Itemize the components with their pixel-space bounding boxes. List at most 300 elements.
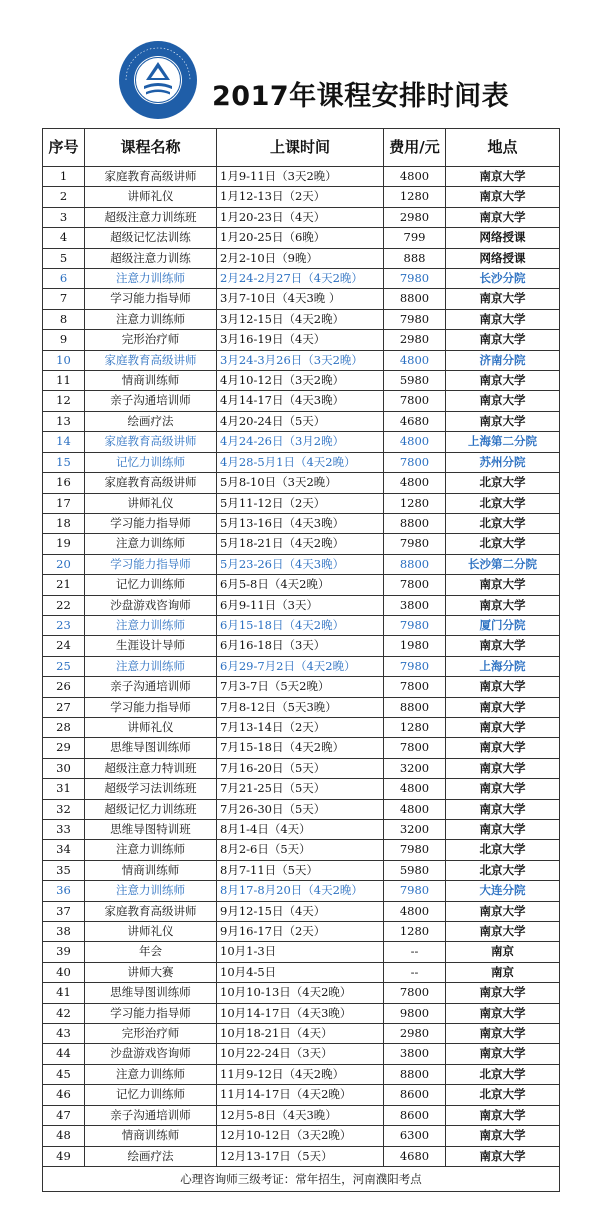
course-name: 注意力训练师 [85, 840, 217, 860]
row-number: 20 [43, 554, 85, 574]
row-number: 28 [43, 717, 85, 737]
row-number: 47 [43, 1105, 85, 1125]
row-number: 27 [43, 697, 85, 717]
course-name: 记忆力训练师 [85, 1085, 217, 1105]
table-row [43, 983, 560, 1003]
course-fee: 888 [384, 248, 446, 268]
table-row [43, 167, 560, 187]
course-time: 3月16-19日（4天） [217, 330, 384, 350]
row-number: 42 [43, 1003, 85, 1023]
course-location: 北京大学 [446, 840, 560, 860]
row-number: 4 [43, 228, 85, 248]
course-fee: 5980 [384, 860, 446, 880]
course-fee: 1280 [384, 922, 446, 942]
course-name: 亲子沟通培训师 [85, 677, 217, 697]
table-row [43, 656, 560, 676]
table-row [43, 697, 560, 717]
column-header-place: 地点 [446, 129, 560, 167]
row-number: 25 [43, 656, 85, 676]
course-name: 讲师礼仪 [85, 922, 217, 942]
course-location: 上海第二分院 [446, 432, 560, 452]
table-row [43, 289, 560, 309]
row-number: 41 [43, 983, 85, 1003]
table-row [43, 677, 560, 697]
course-location: 南京大学 [446, 758, 560, 778]
course-location: 南京大学 [446, 779, 560, 799]
course-time: 2月2-10日（9晚） [217, 248, 384, 268]
course-location: 南京大学 [446, 1126, 560, 1146]
row-number: 49 [43, 1146, 85, 1166]
page-header [0, 0, 600, 128]
course-time: 1月9-11日（3天2晚） [217, 167, 384, 187]
course-name: 情商训练师 [85, 860, 217, 880]
row-number: 8 [43, 309, 85, 329]
course-time: 10月10-13日（4天2晚） [217, 983, 384, 1003]
row-number: 35 [43, 860, 85, 880]
course-name: 完形治疗师 [85, 1024, 217, 1044]
course-name: 家庭教育高级讲师 [85, 901, 217, 921]
course-location: 上海分院 [446, 656, 560, 676]
course-name: 思维导图训练师 [85, 983, 217, 1003]
course-fee: 8800 [384, 1064, 446, 1084]
course-time: 10月22-24日（3天） [217, 1044, 384, 1064]
course-fee: 8800 [384, 697, 446, 717]
course-fee: 5980 [384, 371, 446, 391]
row-number: 18 [43, 513, 85, 533]
course-location: 南京 [446, 962, 560, 982]
course-name: 超级记忆法训练 [85, 228, 217, 248]
course-time: 8月7-11日（5天） [217, 860, 384, 880]
course-name: 生涯设计导师 [85, 636, 217, 656]
course-time: 3月7-10日（4天3晚 ） [217, 289, 384, 309]
course-name: 家庭教育高级讲师 [85, 473, 217, 493]
course-fee: 8800 [384, 289, 446, 309]
table-row [43, 452, 560, 472]
column-header-time: 上课时间 [217, 129, 384, 167]
course-fee: 7980 [384, 269, 446, 289]
course-time: 12月5-8日（4天3晚） [217, 1105, 384, 1125]
course-location: 北京大学 [446, 473, 560, 493]
table-row [43, 942, 560, 962]
course-name: 沙盘游戏咨询师 [85, 1044, 217, 1064]
course-time: 6月29-7月2日（4天2晚） [217, 656, 384, 676]
course-time: 5月8-10日（3天2晚） [217, 473, 384, 493]
course-name: 超级学习法训练班 [85, 779, 217, 799]
course-time: 6月5-8日（4天2晚） [217, 575, 384, 595]
course-time: 9月12-15日（4天） [217, 901, 384, 921]
course-fee: 4800 [384, 432, 446, 452]
course-time: 5月11-12日（2天） [217, 493, 384, 513]
course-fee: 7800 [384, 738, 446, 758]
institute-logo [118, 40, 198, 120]
row-number: 19 [43, 534, 85, 554]
table-row [43, 228, 560, 248]
course-location: 南京 [446, 942, 560, 962]
course-name: 思维导图训练师 [85, 738, 217, 758]
course-name: 思维导图特训班 [85, 820, 217, 840]
course-location: 南京大学 [446, 187, 560, 207]
course-time: 10月14-17日（4天3晚） [217, 1003, 384, 1023]
course-fee: 7980 [384, 309, 446, 329]
course-fee: 1280 [384, 493, 446, 513]
table-row [43, 493, 560, 513]
course-fee: -- [384, 962, 446, 982]
course-name: 注意力训练师 [85, 615, 217, 635]
course-time: 1月12-13日（2天） [217, 187, 384, 207]
course-location: 南京大学 [446, 1024, 560, 1044]
course-fee: 8800 [384, 513, 446, 533]
course-time: 7月26-30日（5天） [217, 799, 384, 819]
course-fee: 4800 [384, 167, 446, 187]
table-row [43, 411, 560, 431]
course-name: 超级记忆力训练班 [85, 799, 217, 819]
row-number: 37 [43, 901, 85, 921]
course-fee: 3200 [384, 820, 446, 840]
course-location: 南京大学 [446, 799, 560, 819]
course-location: 南京大学 [446, 1044, 560, 1064]
row-number: 33 [43, 820, 85, 840]
table-row [43, 1126, 560, 1146]
row-number: 15 [43, 452, 85, 472]
course-time: 12月13-17日（5天） [217, 1146, 384, 1166]
course-time: 2月24-2月27日（4天2晚） [217, 269, 384, 289]
course-fee: 2980 [384, 1024, 446, 1044]
course-name: 注意力训练师 [85, 656, 217, 676]
table-header-row [43, 129, 560, 167]
course-time: 8月2-6日（5天） [217, 840, 384, 860]
course-time: 4月14-17日（4天3晚） [217, 391, 384, 411]
table-row [43, 350, 560, 370]
course-name: 注意力训练师 [85, 1064, 217, 1084]
table-row [43, 391, 560, 411]
course-time: 4月20-24日（5天） [217, 411, 384, 431]
course-location: 南京大学 [446, 309, 560, 329]
course-name: 讲师大赛 [85, 962, 217, 982]
course-fee: 2980 [384, 207, 446, 227]
course-name: 讲师礼仪 [85, 717, 217, 737]
row-number: 45 [43, 1064, 85, 1084]
course-fee: 7800 [384, 391, 446, 411]
course-name: 学习能力指导师 [85, 554, 217, 574]
course-location: 南京大学 [446, 636, 560, 656]
course-time: 9月16-17日（2天） [217, 922, 384, 942]
table-row [43, 309, 560, 329]
course-location: 南京大学 [446, 717, 560, 737]
course-time: 10月4-5日 [217, 962, 384, 982]
course-name: 绘画疗法 [85, 411, 217, 431]
course-name: 沙盘游戏咨询师 [85, 595, 217, 615]
row-number: 13 [43, 411, 85, 431]
course-fee: 7800 [384, 452, 446, 472]
row-number: 29 [43, 738, 85, 758]
course-location: 南京大学 [446, 289, 560, 309]
course-location: 网络授课 [446, 228, 560, 248]
table-row [43, 1105, 560, 1125]
course-location: 南京大学 [446, 1003, 560, 1023]
course-location: 厦门分院 [446, 615, 560, 635]
course-schedule-table [42, 128, 560, 1192]
course-name: 讲师礼仪 [85, 493, 217, 513]
course-location: 南京大学 [446, 922, 560, 942]
table-row [43, 881, 560, 901]
course-name: 完形治疗师 [85, 330, 217, 350]
table-row [43, 269, 560, 289]
table-row [43, 513, 560, 533]
table-row [43, 615, 560, 635]
course-fee: 3200 [384, 758, 446, 778]
course-time: 3月12-15日（4天2晚） [217, 309, 384, 329]
course-location: 南京大学 [446, 575, 560, 595]
course-location: 南京大学 [446, 1146, 560, 1166]
course-time: 8月1-4日（4天） [217, 820, 384, 840]
table-row [43, 901, 560, 921]
table-row [43, 595, 560, 615]
course-name: 家庭教育高级讲师 [85, 432, 217, 452]
row-number: 6 [43, 269, 85, 289]
course-time: 3月24-3月26日（3天2晚） [217, 350, 384, 370]
course-fee: 7980 [384, 615, 446, 635]
row-number: 14 [43, 432, 85, 452]
course-location: 南京大学 [446, 901, 560, 921]
table-row [43, 1003, 560, 1023]
row-number: 43 [43, 1024, 85, 1044]
course-location: 南京大学 [446, 167, 560, 187]
course-name: 超级注意力训练班 [85, 207, 217, 227]
course-location: 北京大学 [446, 493, 560, 513]
table-row [43, 248, 560, 268]
course-name: 情商训练师 [85, 371, 217, 391]
row-number: 2 [43, 187, 85, 207]
table-row [43, 207, 560, 227]
table-row [43, 922, 560, 942]
course-name: 超级注意力特训班 [85, 758, 217, 778]
row-number: 38 [43, 922, 85, 942]
row-number: 22 [43, 595, 85, 615]
course-location: 南京大学 [446, 820, 560, 840]
course-name: 情商训练师 [85, 1126, 217, 1146]
table-row [43, 738, 560, 758]
table-row [43, 779, 560, 799]
row-number: 3 [43, 207, 85, 227]
course-time: 1月20-23日（4天） [217, 207, 384, 227]
course-fee: 7800 [384, 983, 446, 1003]
table-row [43, 1146, 560, 1166]
course-fee: 4800 [384, 901, 446, 921]
footer-row [43, 1166, 560, 1191]
course-name: 家庭教育高级讲师 [85, 350, 217, 370]
course-location: 南京大学 [446, 697, 560, 717]
course-fee: 7800 [384, 677, 446, 697]
course-fee: 4680 [384, 1146, 446, 1166]
table-row [43, 330, 560, 350]
course-name: 注意力训练师 [85, 269, 217, 289]
row-number: 9 [43, 330, 85, 350]
row-number: 24 [43, 636, 85, 656]
table-row [43, 1024, 560, 1044]
course-time: 6月15-18日（4天2晚） [217, 615, 384, 635]
course-time: 5月23-26日（4天3晚） [217, 554, 384, 574]
table-row [43, 534, 560, 554]
row-number: 17 [43, 493, 85, 513]
course-name: 学习能力指导师 [85, 697, 217, 717]
course-time: 1月20-25日（6晚） [217, 228, 384, 248]
course-fee: 3800 [384, 595, 446, 615]
course-name: 学习能力指导师 [85, 513, 217, 533]
column-header-number: 序号 [43, 129, 85, 167]
course-fee: 7980 [384, 534, 446, 554]
course-time: 4月24-26日（3月2晚） [217, 432, 384, 452]
course-name: 讲师礼仪 [85, 187, 217, 207]
course-location: 南京大学 [446, 595, 560, 615]
course-location: 南京大学 [446, 330, 560, 350]
course-time: 4月28-5月1日（4天2晚） [217, 452, 384, 472]
course-time: 7月13-14日（2天） [217, 717, 384, 737]
course-location: 南京大学 [446, 677, 560, 697]
table-row [43, 962, 560, 982]
column-header-fee: 费用/元 [384, 129, 446, 167]
row-number: 36 [43, 881, 85, 901]
course-time: 8月17-8月20日（4天2晚） [217, 881, 384, 901]
column-header-course: 课程名称 [85, 129, 217, 167]
table-row [43, 840, 560, 860]
course-fee: 4800 [384, 779, 446, 799]
course-fee: 8600 [384, 1085, 446, 1105]
table-row [43, 1064, 560, 1084]
table-row [43, 799, 560, 819]
course-location: 南京大学 [446, 738, 560, 758]
row-number: 11 [43, 371, 85, 391]
row-number: 1 [43, 167, 85, 187]
course-fee: -- [384, 942, 446, 962]
row-number: 30 [43, 758, 85, 778]
course-fee: 4800 [384, 799, 446, 819]
page-title: 2017年课程安排时间表 [212, 81, 510, 112]
table-row [43, 820, 560, 840]
table-row [43, 717, 560, 737]
course-time: 6月16-18日（3天） [217, 636, 384, 656]
row-number: 12 [43, 391, 85, 411]
course-location: 苏州分院 [446, 452, 560, 472]
course-location: 北京大学 [446, 534, 560, 554]
course-fee: 3800 [384, 1044, 446, 1064]
course-fee: 8800 [384, 554, 446, 574]
row-number: 48 [43, 1126, 85, 1146]
course-name: 注意力训练师 [85, 881, 217, 901]
course-location: 南京大学 [446, 391, 560, 411]
course-time: 10月1-3日 [217, 942, 384, 962]
course-location: 大连分院 [446, 881, 560, 901]
table-row [43, 371, 560, 391]
row-number: 31 [43, 779, 85, 799]
table-row [43, 758, 560, 778]
course-name: 超级注意力训练 [85, 248, 217, 268]
course-location: 长沙分院 [446, 269, 560, 289]
table-row [43, 575, 560, 595]
course-time: 7月16-20日（5天） [217, 758, 384, 778]
course-fee: 4800 [384, 473, 446, 493]
course-location: 南京大学 [446, 1105, 560, 1125]
course-fee: 1280 [384, 187, 446, 207]
course-location: 济南分院 [446, 350, 560, 370]
table-row [43, 1044, 560, 1064]
row-number: 21 [43, 575, 85, 595]
course-name: 记忆力训练师 [85, 452, 217, 472]
row-number: 34 [43, 840, 85, 860]
row-number: 23 [43, 615, 85, 635]
course-time: 7月15-18日（4天2晚） [217, 738, 384, 758]
course-time: 10月18-21日（4天） [217, 1024, 384, 1044]
course-fee: 7980 [384, 840, 446, 860]
course-fee: 7980 [384, 656, 446, 676]
table-row [43, 187, 560, 207]
course-name: 学习能力指导师 [85, 289, 217, 309]
course-name: 注意力训练师 [85, 534, 217, 554]
footer-note: 心理咨询师三级考证：常年招生，河南濮阳考点 [43, 1166, 560, 1191]
course-fee: 7980 [384, 881, 446, 901]
course-time: 7月21-25日（5天） [217, 779, 384, 799]
course-fee: 1980 [384, 636, 446, 656]
course-location: 南京大学 [446, 983, 560, 1003]
course-fee: 1280 [384, 717, 446, 737]
course-name: 注意力训练师 [85, 309, 217, 329]
row-number: 44 [43, 1044, 85, 1064]
table-row [43, 554, 560, 574]
course-location: 南京大学 [446, 371, 560, 391]
course-name: 学习能力指导师 [85, 1003, 217, 1023]
course-fee: 6300 [384, 1126, 446, 1146]
course-location: 北京大学 [446, 1085, 560, 1105]
table-body [43, 167, 560, 1167]
course-fee: 799 [384, 228, 446, 248]
course-location: 长沙第二分院 [446, 554, 560, 574]
course-time: 4月10-12日（3天2晚） [217, 371, 384, 391]
course-location: 网络授课 [446, 248, 560, 268]
course-time: 12月10-12日（3天2晚） [217, 1126, 384, 1146]
course-time: 5月13-16日（4天3晚） [217, 513, 384, 533]
table-row [43, 636, 560, 656]
course-location: 北京大学 [446, 513, 560, 533]
course-fee: 9800 [384, 1003, 446, 1023]
row-number: 40 [43, 962, 85, 982]
course-name: 家庭教育高级讲师 [85, 167, 217, 187]
course-location: 北京大学 [446, 1064, 560, 1084]
course-time: 11月9-12日（4天2晚） [217, 1064, 384, 1084]
course-location: 南京大学 [446, 411, 560, 431]
table-row [43, 473, 560, 493]
course-time: 11月14-17日（4天2晚） [217, 1085, 384, 1105]
row-number: 46 [43, 1085, 85, 1105]
course-time: 6月9-11日（3天） [217, 595, 384, 615]
course-location: 南京大学 [446, 207, 560, 227]
row-number: 16 [43, 473, 85, 493]
course-fee: 4800 [384, 350, 446, 370]
course-fee: 4680 [384, 411, 446, 431]
course-name: 绘画疗法 [85, 1146, 217, 1166]
course-name: 亲子沟通培训师 [85, 391, 217, 411]
table-row [43, 1085, 560, 1105]
row-number: 26 [43, 677, 85, 697]
course-location: 北京大学 [446, 860, 560, 880]
row-number: 5 [43, 248, 85, 268]
course-name: 年会 [85, 942, 217, 962]
row-number: 32 [43, 799, 85, 819]
row-number: 7 [43, 289, 85, 309]
course-name: 亲子沟通培训师 [85, 1105, 217, 1125]
table-row [43, 432, 560, 452]
course-fee: 7800 [384, 575, 446, 595]
row-number: 10 [43, 350, 85, 370]
course-fee: 8600 [384, 1105, 446, 1125]
